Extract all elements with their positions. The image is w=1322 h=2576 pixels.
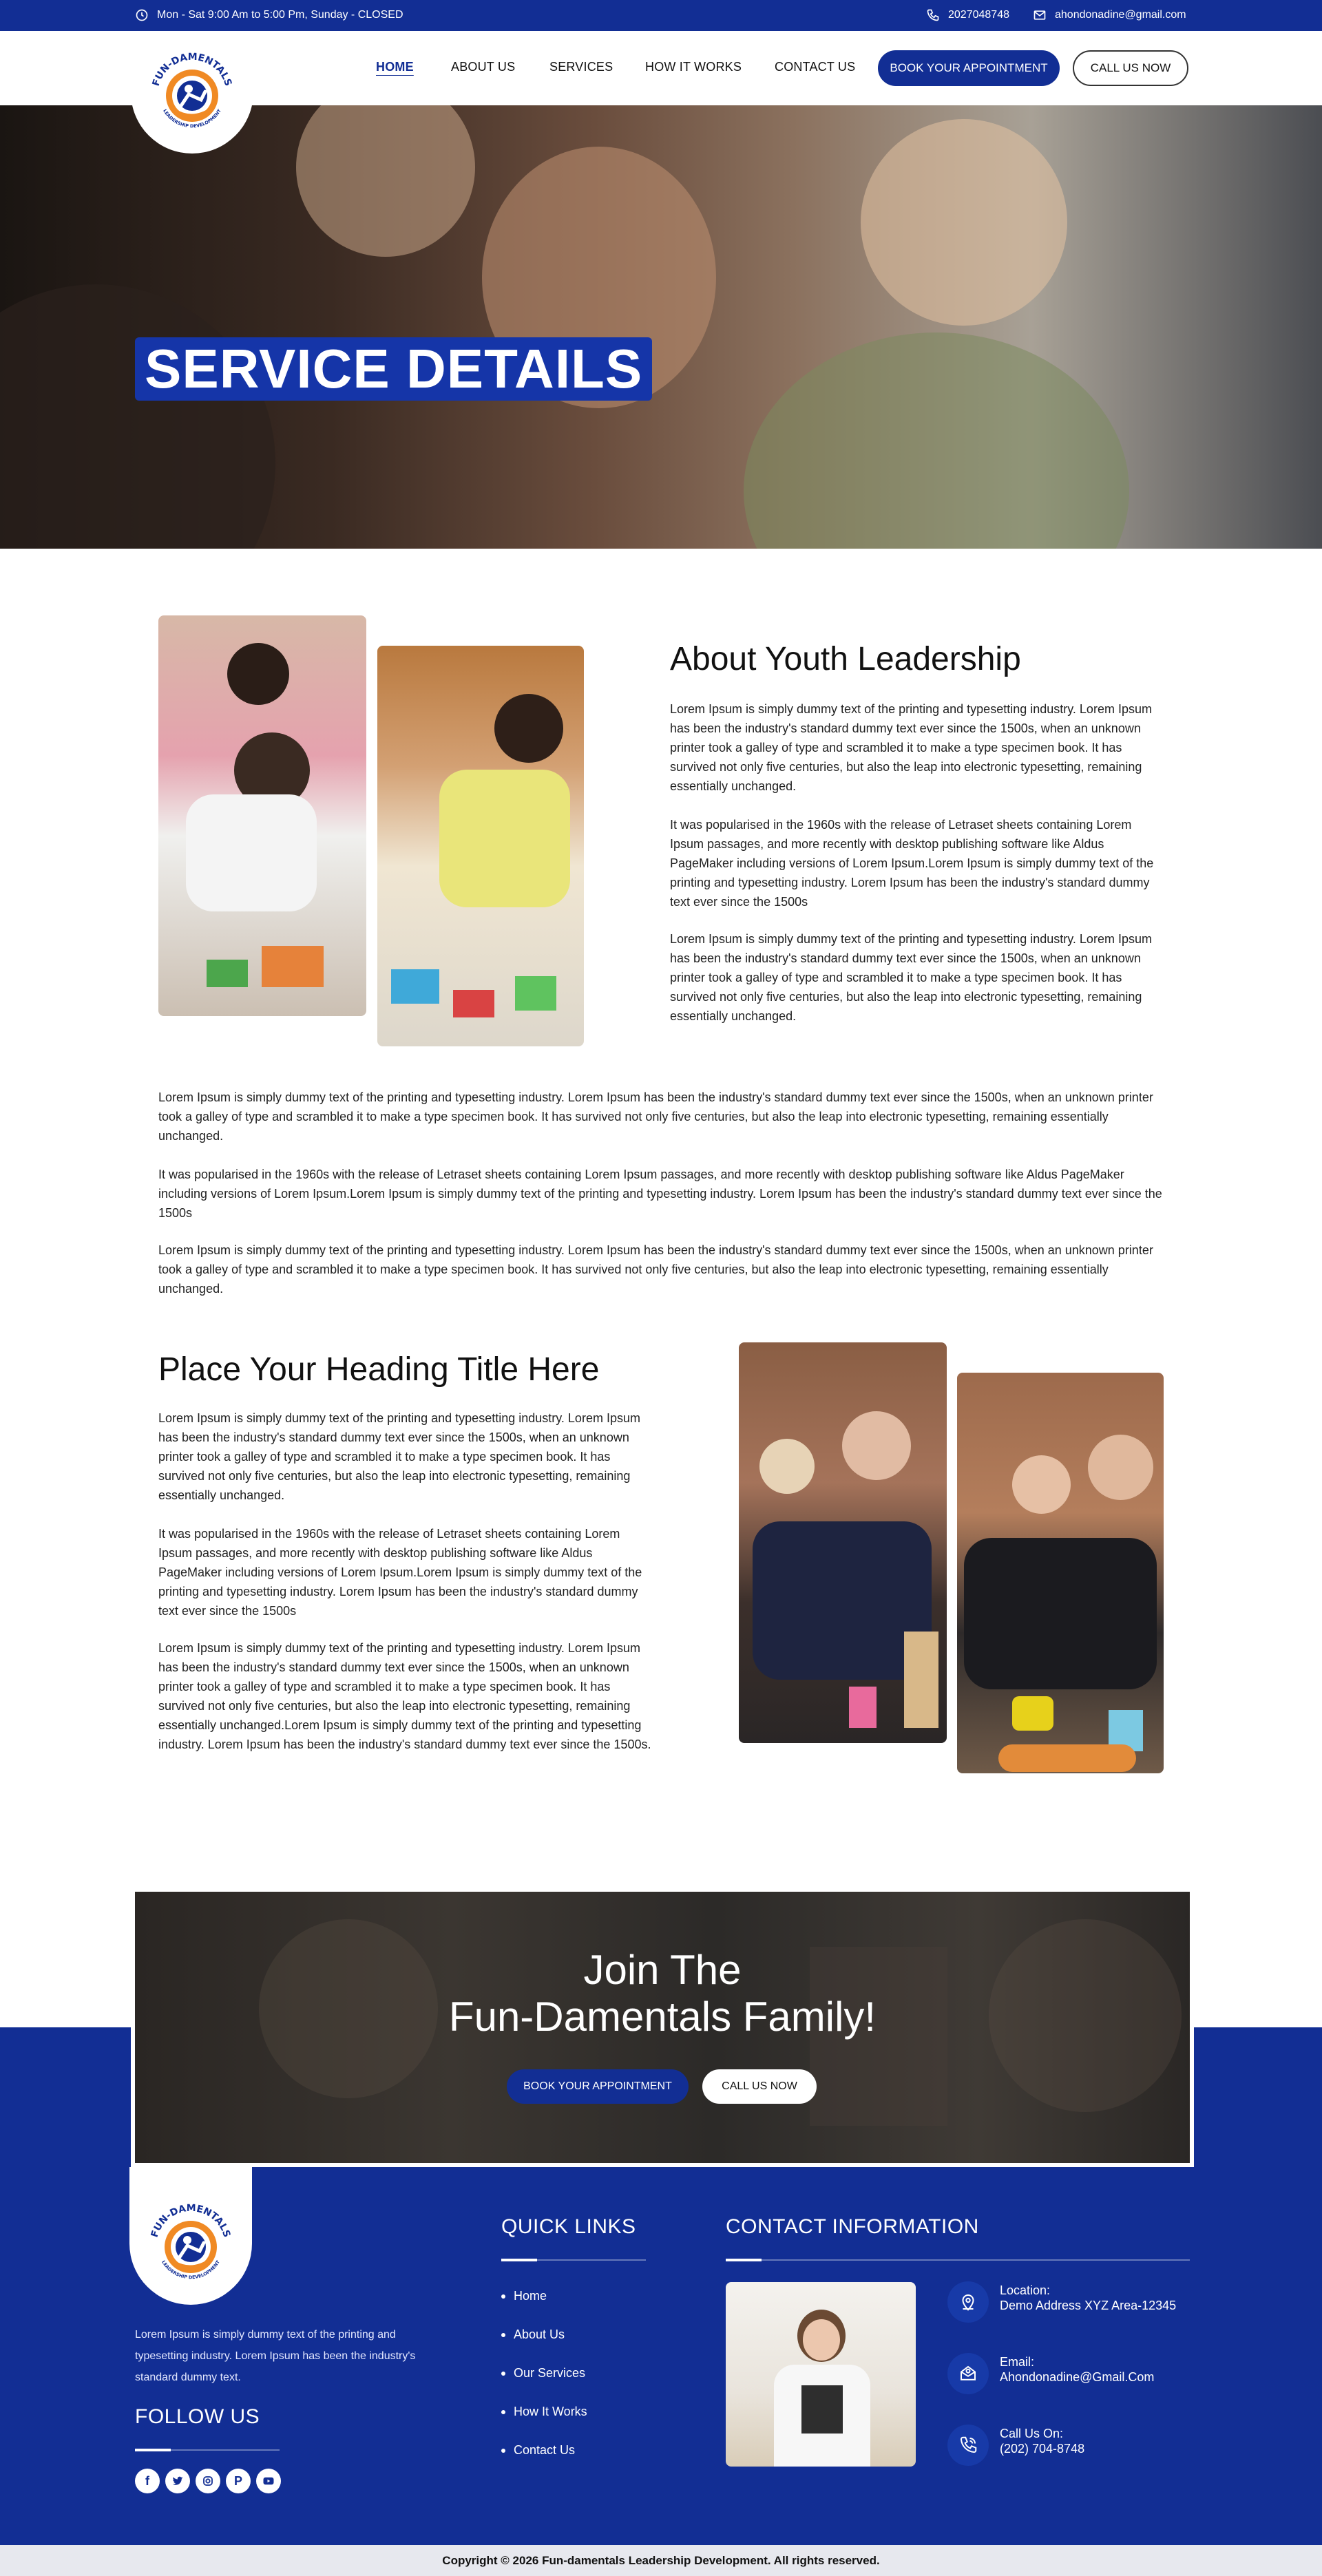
about-photo-mother-child <box>377 646 584 1046</box>
hero-photo-figure <box>861 119 1067 326</box>
hero-photo-figure <box>0 284 275 549</box>
cta-title-line2: Fun-Damentals Family! <box>448 1994 877 2040</box>
top-info-bar <box>0 0 1322 31</box>
nav-home[interactable]: HOME <box>376 60 414 74</box>
instagram-icon[interactable] <box>196 2469 220 2493</box>
header-logo[interactable] <box>131 31 253 154</box>
book-appointment-button[interactable]: BOOK YOUR APPOINTMENT <box>878 50 1060 86</box>
facebook-icon[interactable]: f <box>135 2469 160 2493</box>
clock-icon <box>135 8 149 22</box>
body-paragraph: Lorem Ipsum is simply dummy text of the printing and typesetting industry. Lorem Ipsum has been the industry's standard dummy text ever since the 1500s, when an unknown printer took a galley of type and scrambled it to make a type specimen book. It has survived not only five centuries, but also the leap into electronic typesetting, remaining essentially unchanged. <box>158 1243 1153 1296</box>
pinterest-icon[interactable]: P <box>226 2469 251 2493</box>
footer-brand-logo-icon <box>139 2192 242 2295</box>
contact-information-divider <box>726 2259 1190 2261</box>
location-icon <box>947 2281 989 2323</box>
hero-photo-figure <box>296 105 475 257</box>
youtube-icon[interactable] <box>256 2469 281 2493</box>
contact-location <box>1000 2283 1176 2313</box>
copyright-bar: Copyright © 2026 Fun-damentals Leadership Development. All rights reserved. <box>0 2545 1322 2576</box>
footer-link-contact-us[interactable]: Contact Us <box>501 2443 575 2458</box>
mail-icon <box>1033 8 1047 22</box>
about-photo-father-daughter <box>158 615 366 1016</box>
about-paragraph: Lorem Ipsum is simply dummy text of the printing and typesetting industry. Lorem Ipsum has been the industry's standard dummy text ever since the 1500s, when an unknown printer took a galley of type and scrambled it to make a type specimen book. It has survived not only five centuries, but also the leap into electronic typesetting, remaining essentially unchanged. <box>670 932 1152 1023</box>
footer-link-how-it-works[interactable]: How It Works <box>501 2405 587 2419</box>
twitter-icon[interactable] <box>165 2469 190 2493</box>
page-title: SERVICE DETAILS <box>135 337 652 401</box>
contact-phone-value: (202) 704-8748 <box>1000 2442 1085 2456</box>
business-hours-text: Mon - Sat 9:00 Am to 5:00 Pm, Sunday - CLOSED <box>157 9 403 21</box>
contact-email-value: Ahondonadine@Gmail.Com <box>1000 2370 1155 2384</box>
body-paragraph: Lorem Ipsum is simply dummy text of the printing and typesetting industry. Lorem Ipsum has been the industry's standard dummy text ever since the 1500s, when an unknown printer took a galley of type and scrambled it to make a type specimen book. It has survived not only five centuries, but also the leap into electronic typesetting, remaining essentially unchanged. <box>158 1090 1153 1143</box>
logo-text-top: FUN-DAMENTALS <box>150 51 234 88</box>
contact-location-label: Location: <box>1000 2283 1051 2297</box>
contact-phone[interactable] <box>1000 2426 1084 2456</box>
contact-phone-label: Call Us On: <box>1000 2427 1064 2440</box>
footer-logo-text-top: FUN-DAMENTALS <box>149 2202 233 2239</box>
about-section-title: About Youth Leadership <box>670 641 1021 677</box>
business-hours <box>135 8 403 22</box>
footer-link-about-us[interactable]: About Us <box>501 2327 565 2342</box>
nav-how-it-works[interactable]: HOW IT WORKS <box>645 60 742 74</box>
nav-services[interactable]: SERVICES <box>549 60 613 74</box>
call-us-now-button[interactable]: CALL US NOW <box>1073 50 1188 86</box>
second-paragraph: Lorem Ipsum is simply dummy text of the printing and typesetting industry. Lorem Ipsum has been the industry's standard dummy text ever since the 1500s, when an unknown printer took a galley of type and scrambled it to make a type specimen book. It has survived not only five centuries, but also the leap into electronic typesetting, remaining essentially unchanged. <box>158 1411 640 1502</box>
footer-logo-text-bottom: LEADERSHIP DEVELOPMENT <box>160 2259 221 2281</box>
second-section-title: Place Your Heading Title Here <box>158 1351 600 1388</box>
topbar-phone[interactable] <box>926 8 1009 22</box>
follow-us-title: FOLLOW US <box>135 2405 260 2428</box>
nav-contact-us[interactable]: CONTACT US <box>775 60 856 74</box>
logo-text-bottom: LEADERSHIP DEVELOPMENT <box>162 108 222 129</box>
quick-links-title: QUICK LINKS <box>501 2215 636 2238</box>
second-paragraph: It was popularised in the 1960s with the release of Letraset sheets containing Lorem Ipsum passages, and more recently with desktop publishing software like Aldus PageMaker including versions of Lorem Ipsum.Lorem Ipsum is simply dummy text of the printing and typesetting industry. Lorem Ipsum has been the industry's standard dummy text ever since the 1500s <box>158 1527 642 1618</box>
phone-call-icon <box>947 2425 989 2466</box>
footer-link-home[interactable]: Home <box>501 2289 547 2303</box>
second-paragraph: Lorem Ipsum is simply dummy text of the printing and typesetting industry. Lorem Ipsum has been the industry's standard dummy text ever since the 1500s, when an unknown printer took a galley of type and scrambled it to make a type specimen book. It has survived not only five centuries, but also the leap into electronic typesetting, remaining essentially unchanged.Lorem Ipsum is simply dummy text of the printing and typesetting industry. Lorem Ipsum has been the industry's standard dummy text ever since the 1500s. <box>158 1641 651 1751</box>
contact-information-title: CONTACT INFORMATION <box>726 2215 979 2238</box>
envelope-icon <box>947 2353 989 2394</box>
second-photo-teens-game <box>739 1342 947 1743</box>
about-paragraph: It was popularised in the 1960s with the release of Letraset sheets containing Lorem Ipsum passages, and more recently with desktop publishing software like Aldus PageMaker including versions of Lorem Ipsum.Lorem Ipsum is simply dummy text of the printing and typesetting industry. Lorem Ipsum has been the industry's standard dummy text ever since the 1500s <box>670 818 1154 909</box>
nav-about-us[interactable]: ABOUT US <box>451 60 516 74</box>
quick-links-divider <box>501 2259 646 2261</box>
topbar-email[interactable] <box>1033 8 1186 22</box>
phone-icon <box>926 8 940 22</box>
cta-book-appointment-button[interactable]: BOOK YOUR APPOINTMENT <box>507 2069 689 2104</box>
second-photo-teens-pizza <box>957 1373 1164 1773</box>
cta-title <box>135 1947 1190 2040</box>
follow-us-divider <box>135 2449 280 2451</box>
brand-logo-icon <box>140 41 244 144</box>
footer-about-text: Lorem Ipsum is simply dummy text of the printing and typesetting industry. Lorem Ipsum has been the industry's standard dummy text. <box>135 2329 416 2383</box>
hero-banner <box>0 105 1322 549</box>
topbar-email-text: ahondonadine@gmail.com <box>1055 9 1186 21</box>
cta-title-line1: Join The <box>583 1947 742 1993</box>
contact-photo-counselor <box>726 2282 916 2467</box>
contact-email-label: Email: <box>1000 2355 1035 2369</box>
contact-email[interactable] <box>1000 2354 1154 2385</box>
contact-location-value: Demo Address XYZ Area-12345 <box>1000 2299 1177 2312</box>
join-family-cta <box>135 1892 1190 2163</box>
hero-photo-figure <box>744 332 1129 549</box>
about-paragraph: Lorem Ipsum is simply dummy text of the printing and typesetting industry. Lorem Ipsum has been the industry's standard dummy text ever since the 1500s, when an unknown printer took a galley of type and scrambled it to make a type specimen book. It has survived not only five centuries, but also the leap into electronic typesetting, remaining essentially unchanged. <box>670 702 1152 793</box>
cta-call-us-now-button[interactable]: CALL US NOW <box>702 2069 817 2104</box>
body-paragraph: It was popularised in the 1960s with the release of Letraset sheets containing Lorem Ipsum passages, and more recently with desktop publishing software like Aldus PageMaker including versions of Lorem Ipsum.Lorem Ipsum is simply dummy text of the printing and typesetting industry. Lorem Ipsum has been the industry's standard dummy text ever since the 1500s <box>158 1168 1162 1220</box>
topbar-phone-text: 2027048748 <box>948 9 1009 21</box>
footer-link-our-services[interactable]: Our Services <box>501 2366 585 2380</box>
footer-logo[interactable] <box>129 2167 252 2305</box>
